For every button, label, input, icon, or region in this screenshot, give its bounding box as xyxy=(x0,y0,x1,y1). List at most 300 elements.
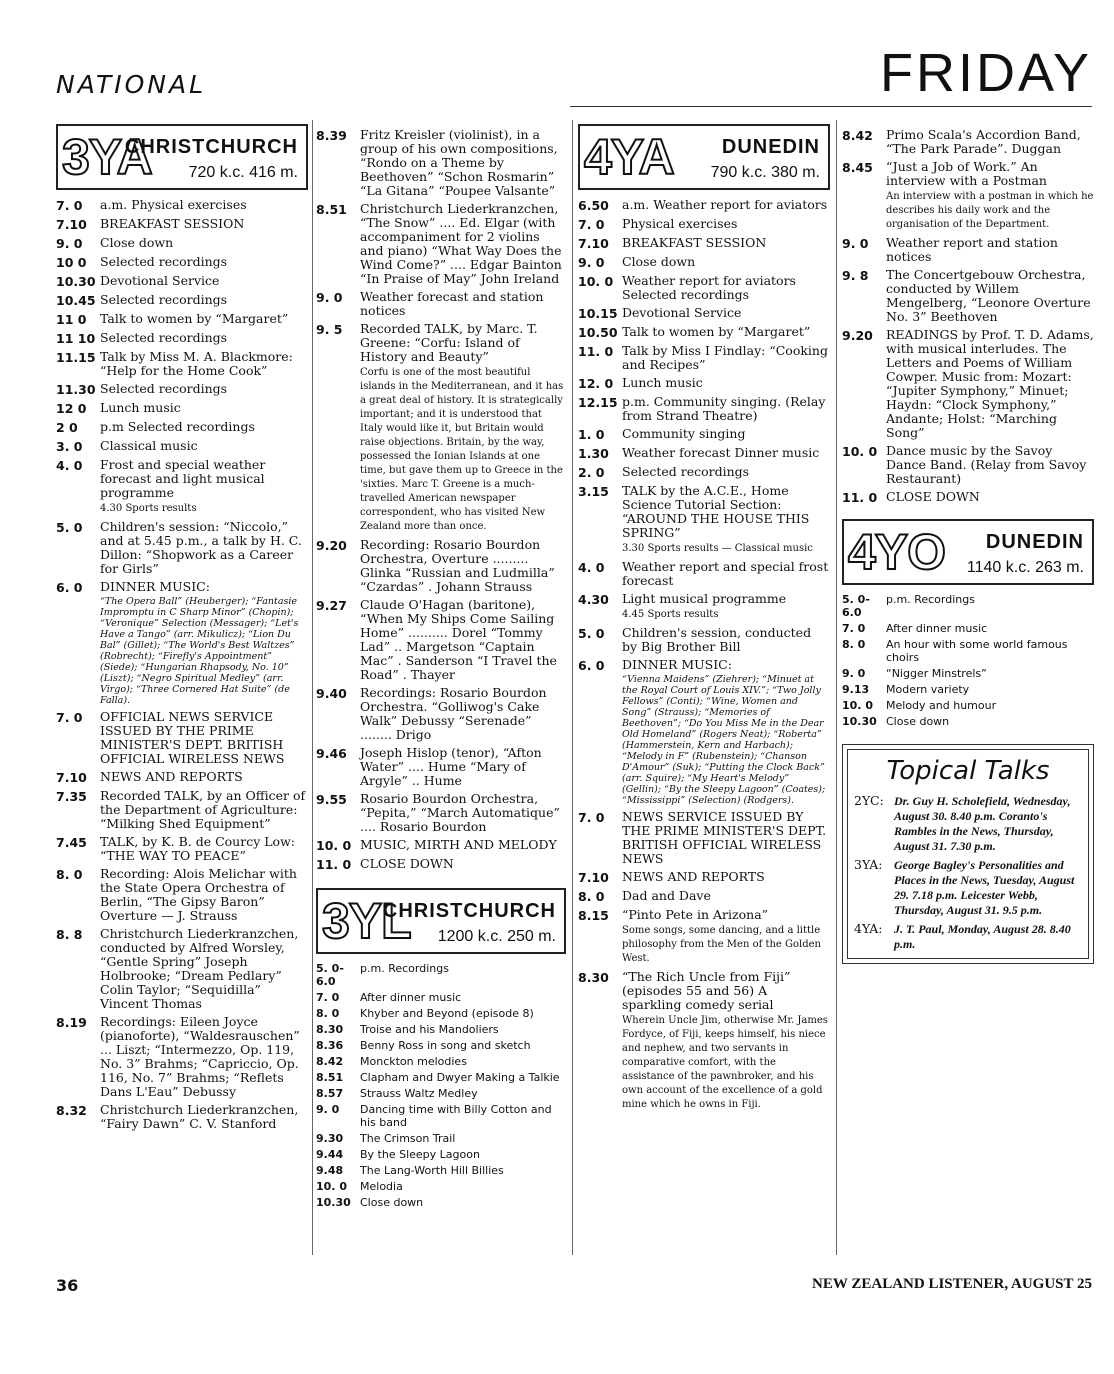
entry-title: Devotional Service xyxy=(622,305,742,320)
entry-time: 5. 0-6.0 xyxy=(316,962,344,988)
schedule-entry xyxy=(842,236,1094,264)
station-3ya-banner xyxy=(56,124,308,190)
entry-time: 8.30 xyxy=(578,970,609,985)
schedule-entry xyxy=(578,395,830,423)
entry-music-list: “The Opera Ball” (Heuberger); “Fantasie Impromptu in C Sharp Minor” (Chopin); “Veronique” Selection (Messager); “Let's Have a Tango” (arr. Mikulicz); “Lion Du Bal” (Gillet); “The World's Best Waltzes” (Robrecht); “Firefly's Appointment” (Siede); “Hungarian Rhapsody, No. 10” (Liszt); “Negro Spiritual Medley” (arr. Virgo); “Three Cornered Hat Suite” (de Falla). xyxy=(100,596,299,706)
schedule-entry xyxy=(842,328,1094,440)
entry-time: 7.10 xyxy=(578,870,609,885)
entry-time: 8.36 xyxy=(316,1039,344,1052)
entry-time: 8.30 xyxy=(316,1023,344,1036)
topical-talks-list xyxy=(854,794,1082,952)
schedule-entry xyxy=(842,699,1094,712)
entry-title: Talk by Miss M. A. Blackmore: “Help for the Home Cook” xyxy=(100,349,293,378)
schedule-entry xyxy=(842,128,1094,156)
entry-title: p.m Selected recordings xyxy=(100,419,255,434)
entry-title: Christchurch Liederkranzchen, conducted by Alfred Worsley, “Gentle Spring” Joseph Holbrooke; “Dream Pedlary” Colin Taylor; “Sequidilla” Vincent Thomas xyxy=(100,926,299,1011)
schedule-entry xyxy=(842,715,1094,728)
schedule-entry xyxy=(56,1103,308,1131)
schedule-entry xyxy=(316,746,566,788)
entry-title: Recording: Rosario Bourdon Orchestra, Overture ......... Glinka “Russian and Ludmilla” “Czardas” . Johann Strauss xyxy=(360,537,555,594)
schedule-entry xyxy=(578,810,830,866)
entry-time: 8. 0 xyxy=(316,1007,340,1020)
schedule-entry xyxy=(56,217,308,232)
entry-title: The Concertgebouw Orchestra, conducted by Willem Mengelberg, “Leonore Overture No. 3” Beethoven xyxy=(886,267,1091,324)
entry-title: READINGS by Prof. T. D. Adams, with musical interludes. The Letters and Poems of William Cowper. Music from: Mozart: “Jupiter Symphony,” Minuet; Haydn: “Clock Symphony,” Andante; Holst: “Marching Song” xyxy=(886,327,1094,440)
entry-title: Modern variety xyxy=(886,683,970,696)
entry-title: Fritz Kreisler (violinist), in a group of his own compositions, “Rondo on a Theme by Beethoven” “Schon Rosmarin” “La Gitana” “Poupee Valsante” xyxy=(360,127,558,198)
schedule-entry xyxy=(316,1196,566,1209)
schedule-entry xyxy=(578,560,830,588)
entry-title: Melodia xyxy=(360,1180,403,1193)
column-divider xyxy=(572,120,573,1255)
schedule-4yo xyxy=(842,593,1094,728)
schedule-entry xyxy=(316,1023,566,1036)
entry-note: 4.30 Sports results xyxy=(100,503,197,514)
schedule-entry xyxy=(842,638,1094,664)
entry-title: Monckton melodies xyxy=(360,1055,467,1068)
callsign: 3YA xyxy=(62,129,152,185)
entry-title: “Pinto Pete in Arizona” xyxy=(622,907,769,922)
entry-title: NEWS SERVICE ISSUED BY THE PRIME MINISTER'S DEPT. BRITISH OFFICIAL WIRELESS NEWS xyxy=(622,809,827,866)
entry-title: MUSIC, MIRTH AND MELODY xyxy=(360,837,557,852)
entry-title: Weather forecast Dinner music xyxy=(622,445,820,460)
schedule-entry xyxy=(316,290,566,318)
schedule-entry xyxy=(316,857,566,872)
schedule-entry xyxy=(56,789,308,831)
entry-time: 6. 0 xyxy=(578,658,605,673)
entry-time: 10.30 xyxy=(842,715,877,728)
entry-title: p.m. Recordings xyxy=(360,962,449,975)
schedule-entry xyxy=(316,962,566,988)
schedule-entry xyxy=(842,268,1094,324)
entry-time: 5. 0 xyxy=(56,520,83,535)
schedule-entry xyxy=(316,1180,566,1193)
entry-title: The Crimson Trail xyxy=(360,1132,456,1145)
entry-title: Rosario Bourdon Orchestra, “Pepita,” “March Automatique” .... Rosario Bourdon xyxy=(360,791,560,834)
entry-title: Children's session: “Niccolo,” and at 5.45 p.m., a talk by H. C. Dillon: “Shopwork as a Career for Girls” xyxy=(100,519,302,576)
entry-title: CLOSE DOWN xyxy=(886,489,980,504)
entry-time: 7. 0 xyxy=(578,217,605,232)
schedule-3ya xyxy=(56,198,308,1131)
entry-note: 3.30 Sports results — Classical music xyxy=(622,543,813,554)
schedule-entry xyxy=(578,198,830,213)
schedule-entry xyxy=(56,927,308,1011)
entry-time: 7.10 xyxy=(578,236,609,251)
entry-title: Selected recordings xyxy=(100,254,228,269)
entry-time: 9.20 xyxy=(316,538,347,553)
entry-title: Selected recordings xyxy=(100,381,228,396)
topical-talks-title: Topical Talks xyxy=(886,756,1050,786)
schedule-entry xyxy=(578,658,830,806)
entry-time: 11.15 xyxy=(56,350,96,365)
entry-time: 8.42 xyxy=(842,128,873,143)
entry-time: 10.45 xyxy=(56,293,96,308)
entry-time: 7.35 xyxy=(56,789,87,804)
entry-note: Some songs, some dancing, and a little philosophy from the Men of the Golden West. xyxy=(622,925,821,964)
entry-title: Selected recordings xyxy=(622,464,750,479)
entry-title: Devotional Service xyxy=(100,273,220,288)
schedule-entry xyxy=(578,465,830,480)
column-3 xyxy=(578,124,830,1112)
schedule-entry xyxy=(316,598,566,682)
entry-title: Recorded TALK, by an Officer of the Department of Agriculture: “Milking Shed Equipment” xyxy=(100,788,306,831)
entry-time: 4. 0 xyxy=(578,560,605,575)
entry-title: a.m. Weather report for aviators xyxy=(622,197,828,212)
entry-time: 9.44 xyxy=(316,1148,344,1161)
entry-time: 10. 0 xyxy=(842,699,873,712)
entry-time: 9. 0 xyxy=(56,236,83,251)
entry-time: 6.50 xyxy=(578,198,609,213)
schedule-entry xyxy=(578,344,830,372)
entry-time: 8. 0 xyxy=(842,638,866,651)
schedule-entry xyxy=(578,376,830,391)
callsign: 3YL xyxy=(322,893,411,949)
column-2 xyxy=(316,124,566,1209)
schedule-entry xyxy=(56,312,308,327)
schedule-entry xyxy=(316,1103,566,1129)
entry-time: 9. 0 xyxy=(316,1103,340,1116)
entry-title: Talk by Miss I Findlay: “Cooking and Recipes” xyxy=(622,343,828,372)
entry-title: Talk to women by “Margaret” xyxy=(100,311,289,326)
entry-time: 6. 0 xyxy=(56,580,83,595)
schedule-3ya-continued xyxy=(316,128,566,872)
entry-time: 2 0 xyxy=(56,420,78,435)
entry-title: Talk to women by “Margaret” xyxy=(622,324,811,339)
schedule-entry xyxy=(56,401,308,416)
entry-time: 9.30 xyxy=(316,1132,344,1145)
entry-title: Light musical programme xyxy=(622,591,787,606)
entry-time: 9.27 xyxy=(316,598,347,613)
schedule-entry xyxy=(842,444,1094,486)
schedule-entry xyxy=(56,420,308,435)
schedule-4ya xyxy=(578,198,830,1112)
entry-note: An interview with a postman in which he describes his daily work and the organisation of the Department. xyxy=(886,191,1094,230)
station-3yl-banner xyxy=(316,888,566,954)
entry-title: Recordings: Rosario Bourdon Orchestra. “Golliwog's Cake Walk” Debussy “Serenade” ........ Drigo xyxy=(360,685,547,742)
topical-talk-entry xyxy=(854,922,1082,952)
entry-title: Recorded TALK, by Marc. T. Greene: “Corfu: Island of History and Beauty” xyxy=(360,321,538,364)
schedule-entry xyxy=(578,889,830,904)
callsign: 4YA xyxy=(584,129,674,185)
schedule-entry xyxy=(842,667,1094,680)
entry-title: Physical exercises xyxy=(622,216,738,231)
network-heading: NATIONAL xyxy=(56,70,207,99)
entry-time: 1. 0 xyxy=(578,427,605,442)
entry-title: Troise and his Mandoliers xyxy=(360,1023,499,1036)
schedule-entry xyxy=(316,1087,566,1100)
entry-title: TALK, by K. B. de Courcy Low: “THE WAY TO PEACE” xyxy=(100,834,295,863)
entry-title: Christchurch Liederkranzchen, “Fairy Dawn” C. V. Stanford xyxy=(100,1102,299,1131)
entry-time: 10.30 xyxy=(316,1196,351,1209)
entry-time: 8.51 xyxy=(316,1071,344,1084)
entry-time: 8.39 xyxy=(316,128,347,143)
entry-title: Claude O'Hagan (baritone), “When My Ships Come Sailing Home” .......... Dorel “Tommy Lad” .. Margetson “Captain Mac” . Sanderson “I Travel the Road” . Thayer xyxy=(360,597,557,682)
schedule-entry xyxy=(578,970,830,1112)
schedule-entry xyxy=(56,331,308,346)
frequency: 1200 k.c. 250 m. xyxy=(437,928,556,945)
entry-time: 9. 8 xyxy=(842,268,869,283)
schedule-entry xyxy=(578,626,830,654)
column-divider xyxy=(312,120,313,1255)
city: DUNEDIN xyxy=(721,136,820,158)
entry-time: 11.30 xyxy=(56,382,96,397)
entry-time: 8.19 xyxy=(56,1015,87,1030)
entry-time: 10.50 xyxy=(578,325,618,340)
schedule-entry xyxy=(316,1148,566,1161)
entry-title: BREAKFAST SESSION xyxy=(622,235,767,250)
entry-title: TALK by the A.C.E., Home Science Tutorial Section: “AROUND THE HOUSE THIS SPRING” xyxy=(622,483,810,540)
schedule-entry xyxy=(316,838,566,853)
entry-time: 9. 5 xyxy=(316,322,343,337)
entry-title: Lunch music xyxy=(100,400,181,415)
entry-title: Strauss Waltz Medley xyxy=(360,1087,478,1100)
schedule-entry xyxy=(842,622,1094,635)
entry-title: p.m. Recordings xyxy=(886,593,975,606)
entry-note: Corfu is one of the most beautiful islands in the Mediterranean, and it has a great deal of history. It is strategically important; and it is understood that Italy would like it, but Britain would raise objections. Britain, by the way, possessed the Ionian Islands at one time, but gave them up to Greece in the 'sixties. Marc T. Greene is a much-travelled American newspaper correspondent, who has visited New Zealand more than once. xyxy=(360,367,564,532)
schedule-entry xyxy=(316,1071,566,1084)
entry-title: “Just a Job of Work.” An interview with a Postman xyxy=(886,159,1047,188)
city: CHRISTCHURCH xyxy=(124,136,298,158)
entry-time: 11 0 xyxy=(56,312,87,327)
schedule-entry xyxy=(578,217,830,232)
entry-time: 10. 0 xyxy=(842,444,878,459)
talk-details: Dr. Guy H. Scholefield, Wednesday, August 30. 8.40 p.m. Coranto's Rambles in the News, Thursday, August 31. 7.30 p.m. xyxy=(894,794,1071,853)
entry-title: Lunch music xyxy=(622,375,703,390)
entry-time: 11. 0 xyxy=(316,857,352,872)
schedule-entry xyxy=(578,870,830,885)
entry-time: 9.46 xyxy=(316,746,347,761)
entry-time: 11. 0 xyxy=(578,344,614,359)
entry-time: 8. 8 xyxy=(56,927,83,942)
entry-title: Dad and Dave xyxy=(622,888,711,903)
entry-title: Frost and special weather forecast and light musical programme xyxy=(100,457,266,500)
entry-title: An hour with some world famous choirs xyxy=(886,638,1068,664)
entry-title: BREAKFAST SESSION xyxy=(100,216,245,231)
schedule-3yl xyxy=(316,962,566,1209)
schedule-entry xyxy=(316,1055,566,1068)
callsign: 4YO xyxy=(848,524,946,580)
entry-title: DINNER MUSIC: xyxy=(100,579,210,594)
entry-title: Recording: Alois Melichar with the State Opera Orchestra of Berlin, “The Gipsy Baron” Overture — J. Strauss xyxy=(100,866,297,923)
entry-time: 9.48 xyxy=(316,1164,344,1177)
entry-time: 7. 0 xyxy=(56,198,83,213)
entry-time: 8.32 xyxy=(56,1103,87,1118)
entry-note: 4.45 Sports results xyxy=(622,609,719,620)
entry-time: 10.30 xyxy=(56,274,96,289)
entry-time: 9. 0 xyxy=(842,667,866,680)
schedule-entry xyxy=(56,255,308,270)
entry-time: 10. 0 xyxy=(578,274,614,289)
entry-time: 12. 0 xyxy=(578,376,614,391)
entry-title: DINNER MUSIC: xyxy=(622,657,732,672)
schedule-entry xyxy=(316,1007,566,1020)
schedule-entry xyxy=(316,686,566,742)
entry-time: 10. 0 xyxy=(316,838,352,853)
day-heading: FRIDAY xyxy=(879,43,1092,103)
frequency: 790 k.c. 380 m. xyxy=(710,164,820,181)
city: DUNEDIN xyxy=(985,531,1084,553)
schedule-entry xyxy=(56,198,308,213)
topical-talk-entry xyxy=(854,794,1082,854)
entry-title: Clapham and Dwyer Making a Talkie xyxy=(360,1071,560,1084)
schedule-entry xyxy=(316,128,566,198)
entry-title: Dance music by the Savoy Dance Band. (Relay from Savoy Restaurant) xyxy=(886,443,1087,486)
entry-title: Selected recordings xyxy=(100,330,228,345)
entry-title: p.m. Community singing. (Relay from Strand Theatre) xyxy=(622,394,826,423)
entry-music-list: “Vienna Maidens” (Ziehrer); “Minuet at the Royal Court of Louis XIV.”; “Two Jolly Fellows” (Conti); “Wine, Women and Song” (Strauss); “Memories of Beethoven”; “Do You Miss Me in the Dear Old Homeland” (Rogers Neat); “Roberta” (Hammerstein, Kern and Harbach); “Melody in F” (Rubenstein); “Chanson D'Amour” (Suk); “Putting the Clock Back” (arr. Squire); “My Heart's Melody” (Gellin); “By the Sleepy Lagoon” (Coates); “Mississippi” (Selection) (Rodgers). xyxy=(622,674,826,806)
entry-title: By the Sleepy Lagoon xyxy=(360,1148,480,1161)
entry-title: Dancing time with Billy Cotton and his band xyxy=(360,1103,552,1129)
entry-title: Recordings: Eileen Joyce (pianoforte), “Waldesrauschen” ... Liszt; “Intermezzo, Op. 119, No. 3” Brahms; “Capriccio, Op. 116, No. 7” Brahms; “Reflets Dans L'Eau” Debussy xyxy=(100,1014,300,1099)
entry-time: 3.15 xyxy=(578,484,609,499)
entry-time: 7. 0 xyxy=(842,622,866,635)
schedule-entry xyxy=(842,490,1094,505)
entry-time: 8.42 xyxy=(316,1055,344,1068)
schedule-entry xyxy=(842,160,1094,232)
schedule-entry xyxy=(578,427,830,442)
entry-title: After dinner music xyxy=(360,991,462,1004)
column-4 xyxy=(842,124,1094,964)
talk-details: George Bagley's Personalities and Places in the News, Tuesday, August 29. 7.18 p.m. Leicester Webb, Thursday, August 31. 9.5 p.m. xyxy=(894,858,1075,917)
entry-time: 8. 0 xyxy=(578,889,605,904)
entry-title: Close down xyxy=(360,1196,424,1209)
publication-credit: NEW ZEALAND LISTENER, AUGUST 25 xyxy=(812,1276,1092,1292)
talk-station: 3YA: xyxy=(854,857,883,872)
schedule-entry xyxy=(56,236,308,251)
schedule-entry xyxy=(56,835,308,863)
schedule-entry xyxy=(316,538,566,594)
schedule-entry xyxy=(578,908,830,966)
entry-title: Weather report for aviators Selected recordings xyxy=(622,273,796,302)
entry-title: Weather report and station notices xyxy=(886,235,1058,264)
column-divider xyxy=(836,120,837,1255)
schedule-entry xyxy=(316,202,566,286)
entry-time: 9. 0 xyxy=(578,255,605,270)
entry-time: 7.10 xyxy=(56,770,87,785)
entry-title: After dinner music xyxy=(886,622,988,635)
entry-time: 9.20 xyxy=(842,328,873,343)
topical-talk-entry xyxy=(854,858,1082,918)
entry-time: 10.15 xyxy=(578,306,618,321)
entry-title: Joseph Hislop (tenor), “Afton Water” .... Hume “Mary of Argyle” .. Hume xyxy=(360,745,542,788)
entry-time: 11 10 xyxy=(56,331,96,346)
entry-time: 7. 0 xyxy=(56,710,83,725)
station-4yo-banner xyxy=(842,519,1094,585)
entry-time: 12 0 xyxy=(56,401,87,416)
station-4ya-banner xyxy=(578,124,830,190)
entry-title: The Lang-Worth Hill Billies xyxy=(360,1164,504,1177)
entry-title: Benny Ross in song and sketch xyxy=(360,1039,531,1052)
entry-title: a.m. Physical exercises xyxy=(100,197,247,212)
entry-title: Community singing xyxy=(622,426,746,441)
entry-title: NEWS AND REPORTS xyxy=(100,769,243,784)
entry-time: 4.30 xyxy=(578,592,609,607)
schedule-entry xyxy=(56,580,308,706)
entry-time: 5. 0 xyxy=(578,626,605,641)
entry-title: CLOSE DOWN xyxy=(360,856,454,871)
entry-title: Primo Scala's Accordion Band, “The Park Parade”. Duggan xyxy=(886,127,1081,156)
frequency: 1140 k.c. 263 m. xyxy=(966,559,1084,576)
schedule-entry xyxy=(842,593,1094,619)
column-1 xyxy=(56,124,308,1131)
entry-time: 4. 0 xyxy=(56,458,83,473)
talk-station: 4YA: xyxy=(854,921,883,936)
schedule-entry xyxy=(56,439,308,454)
entry-title: Melody and humour xyxy=(886,699,997,712)
schedule-4ya-continued xyxy=(842,128,1094,505)
schedule-entry xyxy=(578,306,830,321)
talk-details: J. T. Paul, Monday, August 28. 8.40 p.m. xyxy=(894,922,1071,951)
schedule-entry xyxy=(56,867,308,923)
entry-title: Children's session, conducted by Big Brother Bill xyxy=(622,625,812,654)
entry-time: 7. 0 xyxy=(316,991,340,1004)
entry-time: 11. 0 xyxy=(842,490,878,505)
entry-title: Close down xyxy=(622,254,696,269)
schedule-entry xyxy=(56,274,308,289)
entry-time: 1.30 xyxy=(578,446,609,461)
entry-title: “Nigger Minstrels” xyxy=(886,667,987,680)
schedule-entry xyxy=(578,484,830,556)
entry-title: Christchurch Liederkranzchen, “The Snow” .... Ed. Elgar (with accompaniment for 2 violins and piano) “What Way Does the Wind Come?” .... Edgar Bainton “In Praise of May” John Ireland xyxy=(360,201,562,286)
entry-time: 3. 0 xyxy=(56,439,83,454)
entry-title: Close down xyxy=(886,715,950,728)
entry-time: 8.15 xyxy=(578,908,609,923)
entry-time: 8. 0 xyxy=(56,867,83,882)
entry-time: 5. 0-6.0 xyxy=(842,593,870,619)
schedule-entry xyxy=(842,683,1094,696)
entry-time: 9. 0 xyxy=(316,290,343,305)
entry-title: Close down xyxy=(100,235,174,250)
entry-title: Classical music xyxy=(100,438,198,453)
schedule-entry xyxy=(578,274,830,302)
entry-time: 8.51 xyxy=(316,202,347,217)
entry-title: Weather forecast and station notices xyxy=(360,289,544,318)
entry-time: 9.13 xyxy=(842,683,870,696)
entry-title: Weather report and special frost forecast xyxy=(622,559,829,588)
entry-time: 7. 0 xyxy=(578,810,605,825)
schedule-entry xyxy=(578,325,830,340)
header-rule xyxy=(570,106,1092,107)
schedule-entry xyxy=(578,446,830,461)
entry-time: 12.15 xyxy=(578,395,618,410)
entry-title: Khyber and Beyond (episode 8) xyxy=(360,1007,534,1020)
entry-time: 8.57 xyxy=(316,1087,344,1100)
schedule-entry xyxy=(56,710,308,766)
schedule-entry xyxy=(578,592,830,622)
schedule-entry xyxy=(578,255,830,270)
entry-time: 10. 0 xyxy=(316,1180,347,1193)
schedule-entry xyxy=(316,1132,566,1145)
schedule-entry xyxy=(578,236,830,251)
entry-time: 7.45 xyxy=(56,835,87,850)
entry-time: 9. 0 xyxy=(842,236,869,251)
topical-talks-box xyxy=(842,744,1094,964)
talk-station: 2YC: xyxy=(854,793,884,808)
schedule-entry xyxy=(56,770,308,785)
page-number: 36 xyxy=(56,1276,79,1295)
schedule-entry xyxy=(316,991,566,1004)
city: CHRISTCHURCH xyxy=(382,900,556,922)
entry-time: 7.10 xyxy=(56,217,87,232)
schedule-entry xyxy=(56,520,308,576)
entry-title: Selected recordings xyxy=(100,292,228,307)
schedule-entry xyxy=(56,350,308,378)
entry-title: NEWS AND REPORTS xyxy=(622,869,765,884)
entry-time: 2. 0 xyxy=(578,465,605,480)
frequency: 720 k.c. 416 m. xyxy=(188,164,298,181)
schedule-entry xyxy=(316,322,566,534)
entry-time: 8.45 xyxy=(842,160,873,175)
